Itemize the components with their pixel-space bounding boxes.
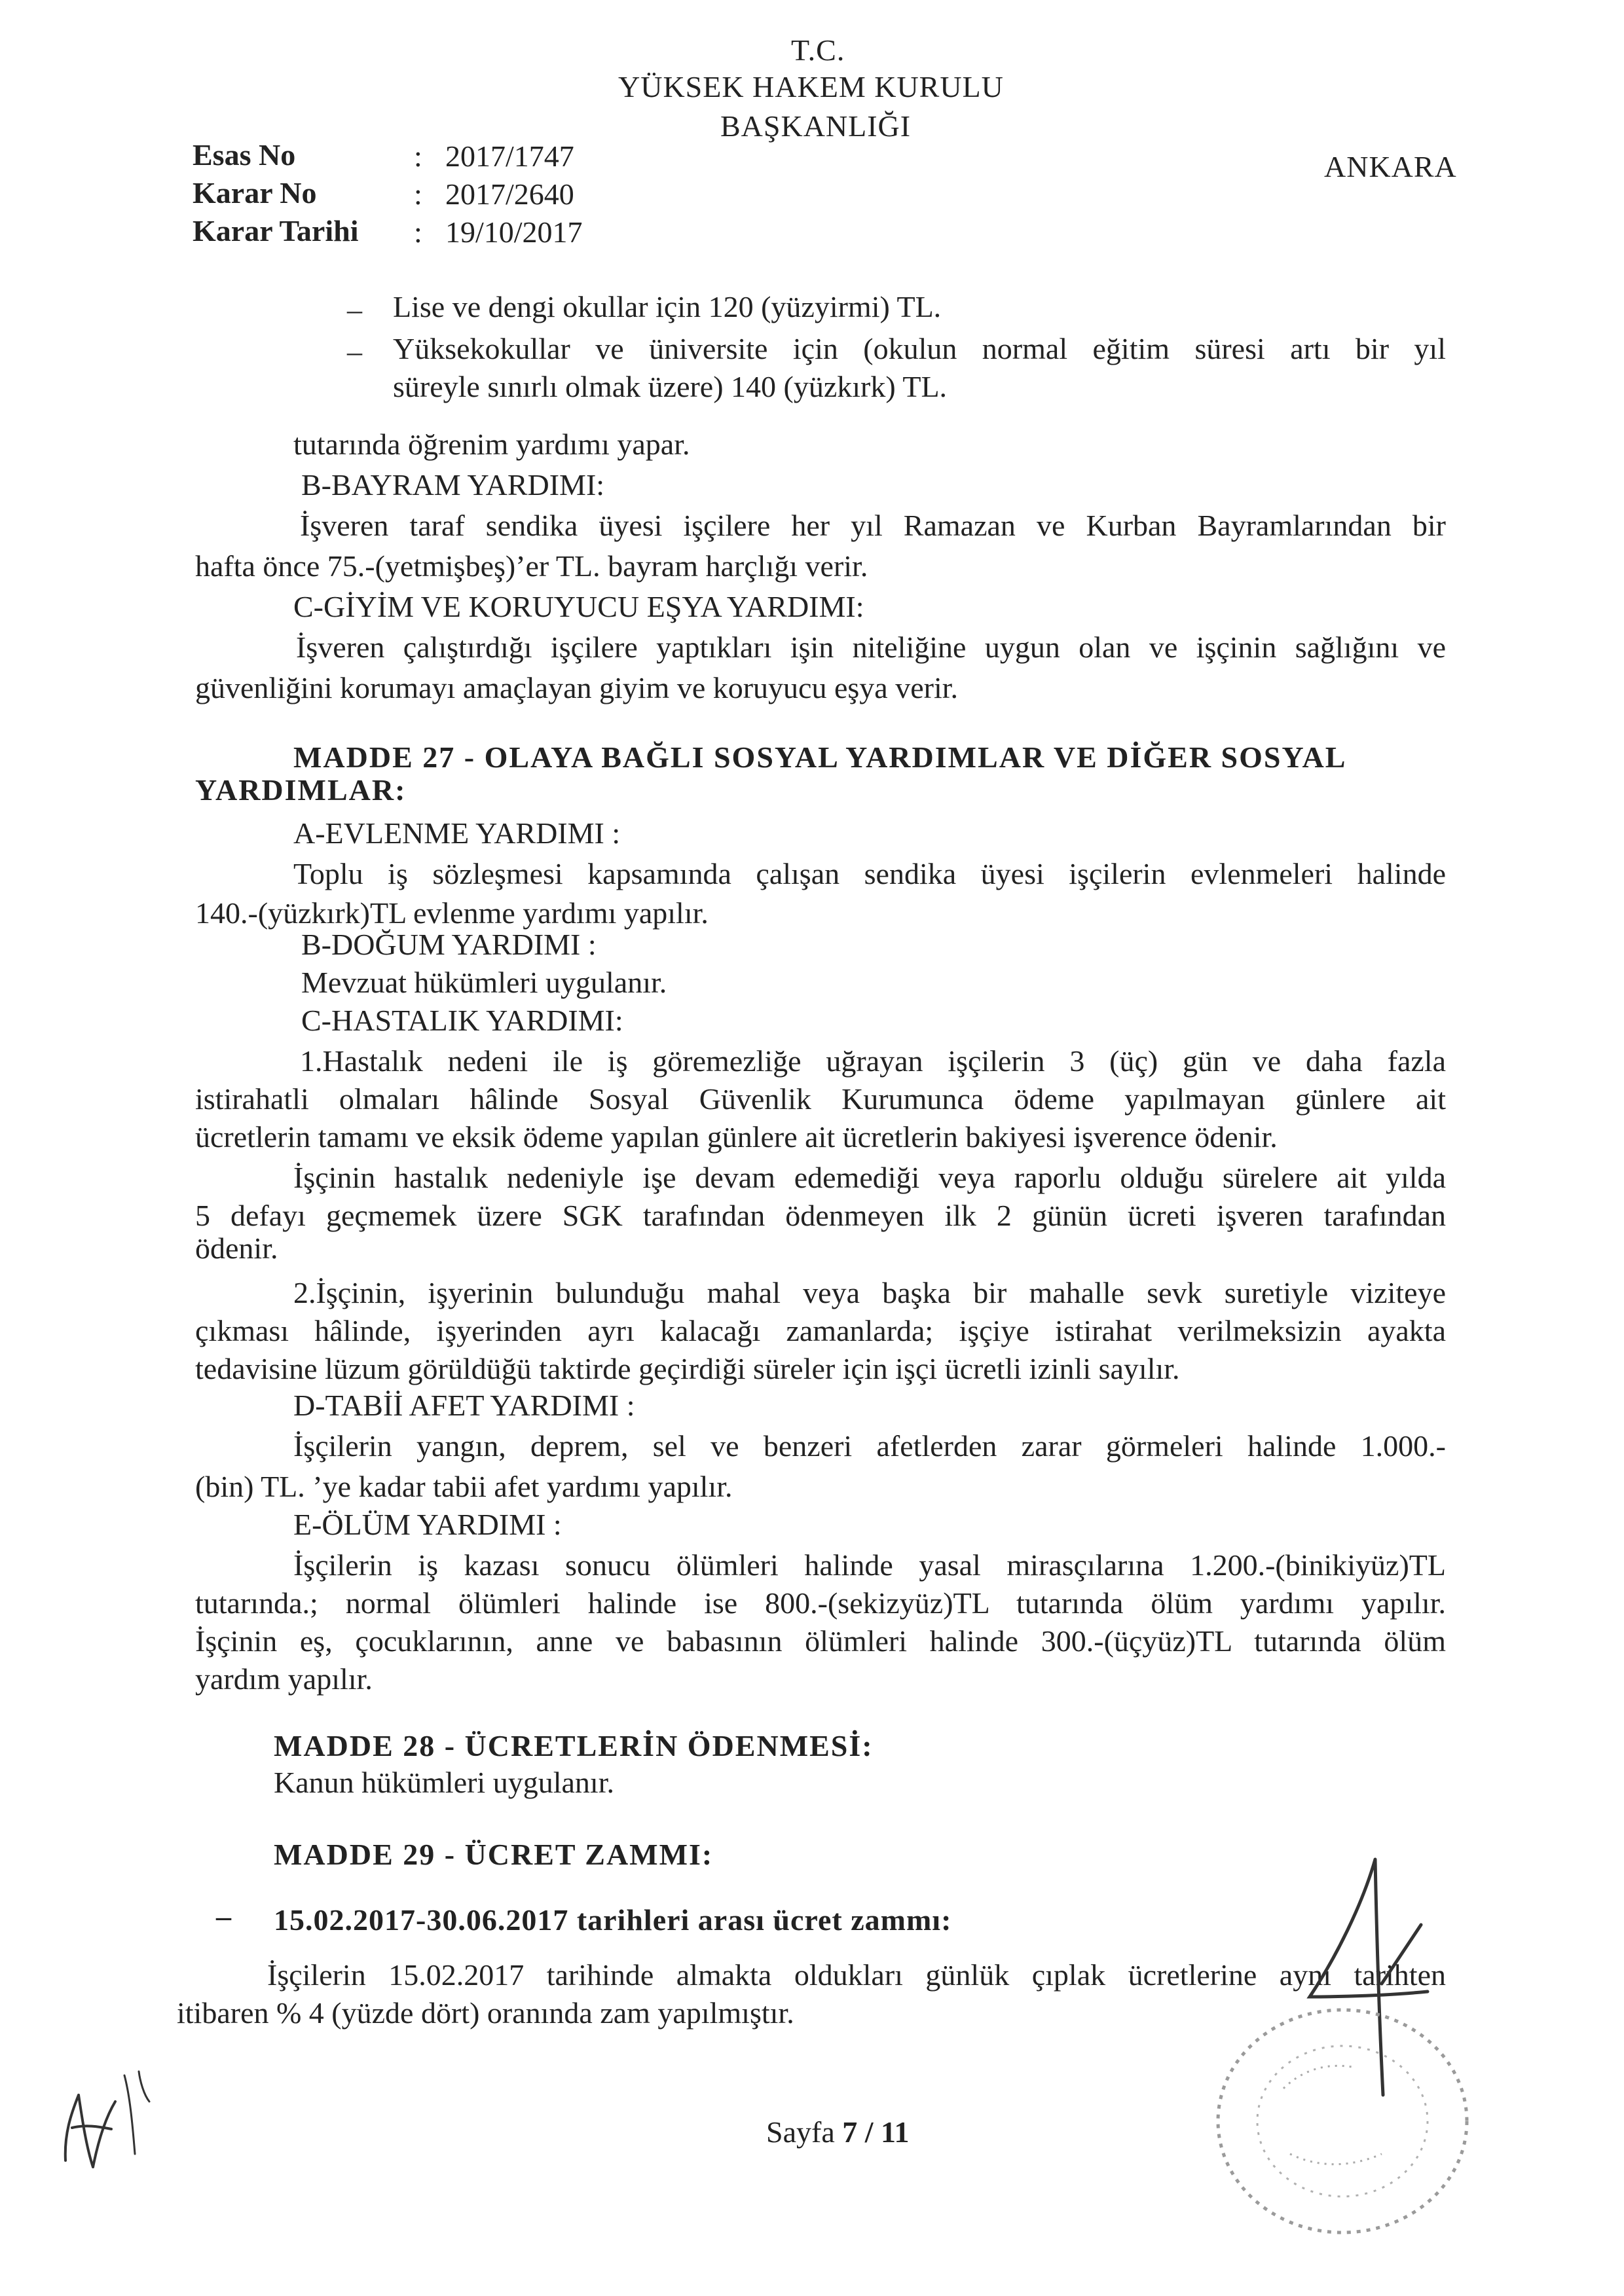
header-city: ANKARA	[1324, 150, 1457, 183]
page-number	[766, 2113, 910, 2151]
meta-value-tarih: 19/10/2017	[445, 215, 583, 249]
meta-sep-karar: :	[414, 177, 422, 211]
dogum-text: Mevzuat hükümleri uygulanır.	[301, 966, 667, 999]
madde28-title: MADDE 28 - ÜCRETLERİN ÖDENMESİ:	[274, 1729, 874, 1762]
hastalik-2-line1: 2.İşçinin, işyerinin bulunduğu mahal veya başka bir mahalle sevk suretiyle viziteye	[293, 1276, 1446, 1309]
bullet-dash: –	[347, 335, 362, 368]
initials-signature	[52, 2056, 196, 2187]
hastalik-1-line2: istirahatli olmaları hâlinde Sosyal Güvenlik Kurumunca ödeme yapılmayan günlere ait	[195, 1082, 1446, 1116]
meta-label-karar: Karar No	[193, 176, 317, 210]
madde29-line2: itibaren % 4 (yüzde dört) oranında zam yapılmıştır.	[177, 1996, 794, 2030]
bayram-line2: hafta önce 75.-(yetmişbeş)’er TL. bayram harçlığı verir.	[195, 549, 868, 583]
hastalik-1-line3: ücretlerin tamamı ve eksik ödeme yapılan günlere ait ücretlerin bakiyesi işverence ödenir.	[195, 1120, 1278, 1154]
bullet-yuksekokul-line2: süreyle sınırlı olmak üzere) 140 (yüzkırk) TL.	[393, 370, 948, 403]
meta-label-tarih: Karar Tarihi	[193, 214, 359, 247]
hastalik-1b-line2: 5 defayı geçmemek üzere SGK tarafından ödenmeyen ilk 2 günün ücreti işveren tarafından	[195, 1199, 1446, 1232]
hastalik-2-line3: tedavisine lüzum görüldüğü taktirde geçirdiği süreler için işçi ücretli izinli sayılır.	[195, 1352, 1180, 1385]
madde29-subtitle: 15.02.2017-30.06.2017 tarihleri arası ücret zammı:	[274, 1903, 952, 1937]
evlenme-line2: 140.-(yüzkırk)TL evlenme yardımı yapılır.	[195, 896, 709, 930]
olum-title: E-ÖLÜM YARDIMI :	[293, 1508, 562, 1541]
meta-sep-esas: :	[414, 139, 422, 173]
afet-title: D-TABİİ AFET YARDIMI :	[293, 1389, 635, 1422]
meta-sep-tarih: :	[414, 215, 422, 249]
meta-value-esas: 2017/1747	[445, 139, 574, 173]
giyim-title: C-GİYİM VE KORUYUCU EŞYA YARDIMI:	[293, 590, 864, 623]
page-label: Sayfa	[766, 2115, 835, 2149]
madde27-title-line1: MADDE 27 - OLAYA BAĞLI SOSYAL YARDIMLAR VE DİĞER SOSYAL	[293, 740, 1347, 774]
official-stamp	[1192, 1990, 1493, 2265]
dogum-title: B-DOĞUM YARDIMI :	[301, 928, 597, 961]
giyim-line1: İşveren çalıştırdığı işçilere yaptıkları işin niteliğine uygun olan ve işçinin sağlığını ve	[296, 630, 1446, 664]
evlenme-line1: Toplu iş sözleşmesi kapsamında çalışan sendika üyesi işçilerin evlenmeleri halinde	[293, 857, 1446, 890]
hastalik-title: C-HASTALIK YARDIMI:	[301, 1004, 623, 1037]
hastalik-1b-line3: ödenir.	[195, 1231, 278, 1265]
header-tc: T.C.	[791, 33, 845, 67]
evlenme-title: A-EVLENME YARDIMI :	[293, 816, 621, 850]
hastalik-2-line2: çıkması hâlinde, işyerinden ayrı kalacağı zamanlarda; işçiye istirahat verilmeksizin ayakta	[195, 1314, 1446, 1347]
meta-label-esas: Esas No	[193, 138, 296, 172]
madde29-title: MADDE 29 - ÜCRET ZAMMI:	[274, 1838, 714, 1871]
tutarinda-text: tutarında öğrenim yardımı yapar.	[293, 428, 690, 461]
bullet-lise: Lise ve dengi okullar için 120 (yüzyirmi) TL.	[393, 290, 942, 323]
olum-line4: yardım yapılır.	[195, 1662, 373, 1696]
olum-line1: İşçilerin iş kazası sonucu ölümleri halinde yasal mirasçılarına 1.200.-(binikiyüz)TL	[293, 1548, 1446, 1582]
header-baskanlik: BAŞKANLIĞI	[720, 109, 912, 143]
bayram-line1: İşveren taraf sendika üyesi işçilere her yıl Ramazan ve Kurban Bayramlarından bir	[300, 509, 1446, 542]
bayram-title: B-BAYRAM YARDIMI:	[301, 468, 605, 501]
hastalik-1-line1: 1.Hastalık nedeni ile iş göremezliğe uğrayan işçilerin 3 (üç) gün ve daha fazla	[300, 1044, 1446, 1078]
page-value: 7 / 11	[842, 2115, 910, 2149]
afet-line1: İşçilerin yangın, deprem, sel ve benzeri afetlerden zarar görmeleri halinde 1.000.-	[293, 1429, 1446, 1463]
madde28-text: Kanun hükümleri uygulanır.	[274, 1766, 614, 1799]
header-kurul: YÜKSEK HAKEM KURULU	[618, 70, 1004, 103]
olum-line2: tutarında.; normal ölümleri halinde ise 800.-(sekizyüz)TL tutarında ölüm yardımı yapılır.	[195, 1586, 1446, 1620]
madde29-dash: –	[216, 1899, 231, 1933]
madde27-title-line2: YARDIMLAR:	[195, 773, 407, 807]
hastalik-1b-line1: İşçinin hastalık nedeniyle işe devam edemediği veya raporlu olduğu sürelere ait yılda	[293, 1161, 1446, 1194]
afet-line2: (bin) TL. ’ye kadar tabii afet yardımı yapılır.	[195, 1470, 733, 1503]
madde29-line1: İşçilerin 15.02.2017 tarihinde almakta oldukları günlük çıplak ücretlerine aynı tarihten	[267, 1958, 1446, 1992]
giyim-line2: güvenliğini korumayı amaçlayan giyim ve koruyucu eşya verir.	[195, 671, 959, 704]
bullet-yuksekokul-line1: Yüksekokullar ve üniversite için (okulun normal eğitim süresi artı bir yıl	[393, 332, 1446, 365]
meta-value-karar: 2017/2640	[445, 177, 574, 211]
olum-line3: İşçinin eş, çocuklarının, anne ve babasının ölümleri halinde 300.-(üçyüz)TL tutarında ölüm	[195, 1624, 1446, 1658]
bullet-dash: –	[347, 293, 362, 326]
